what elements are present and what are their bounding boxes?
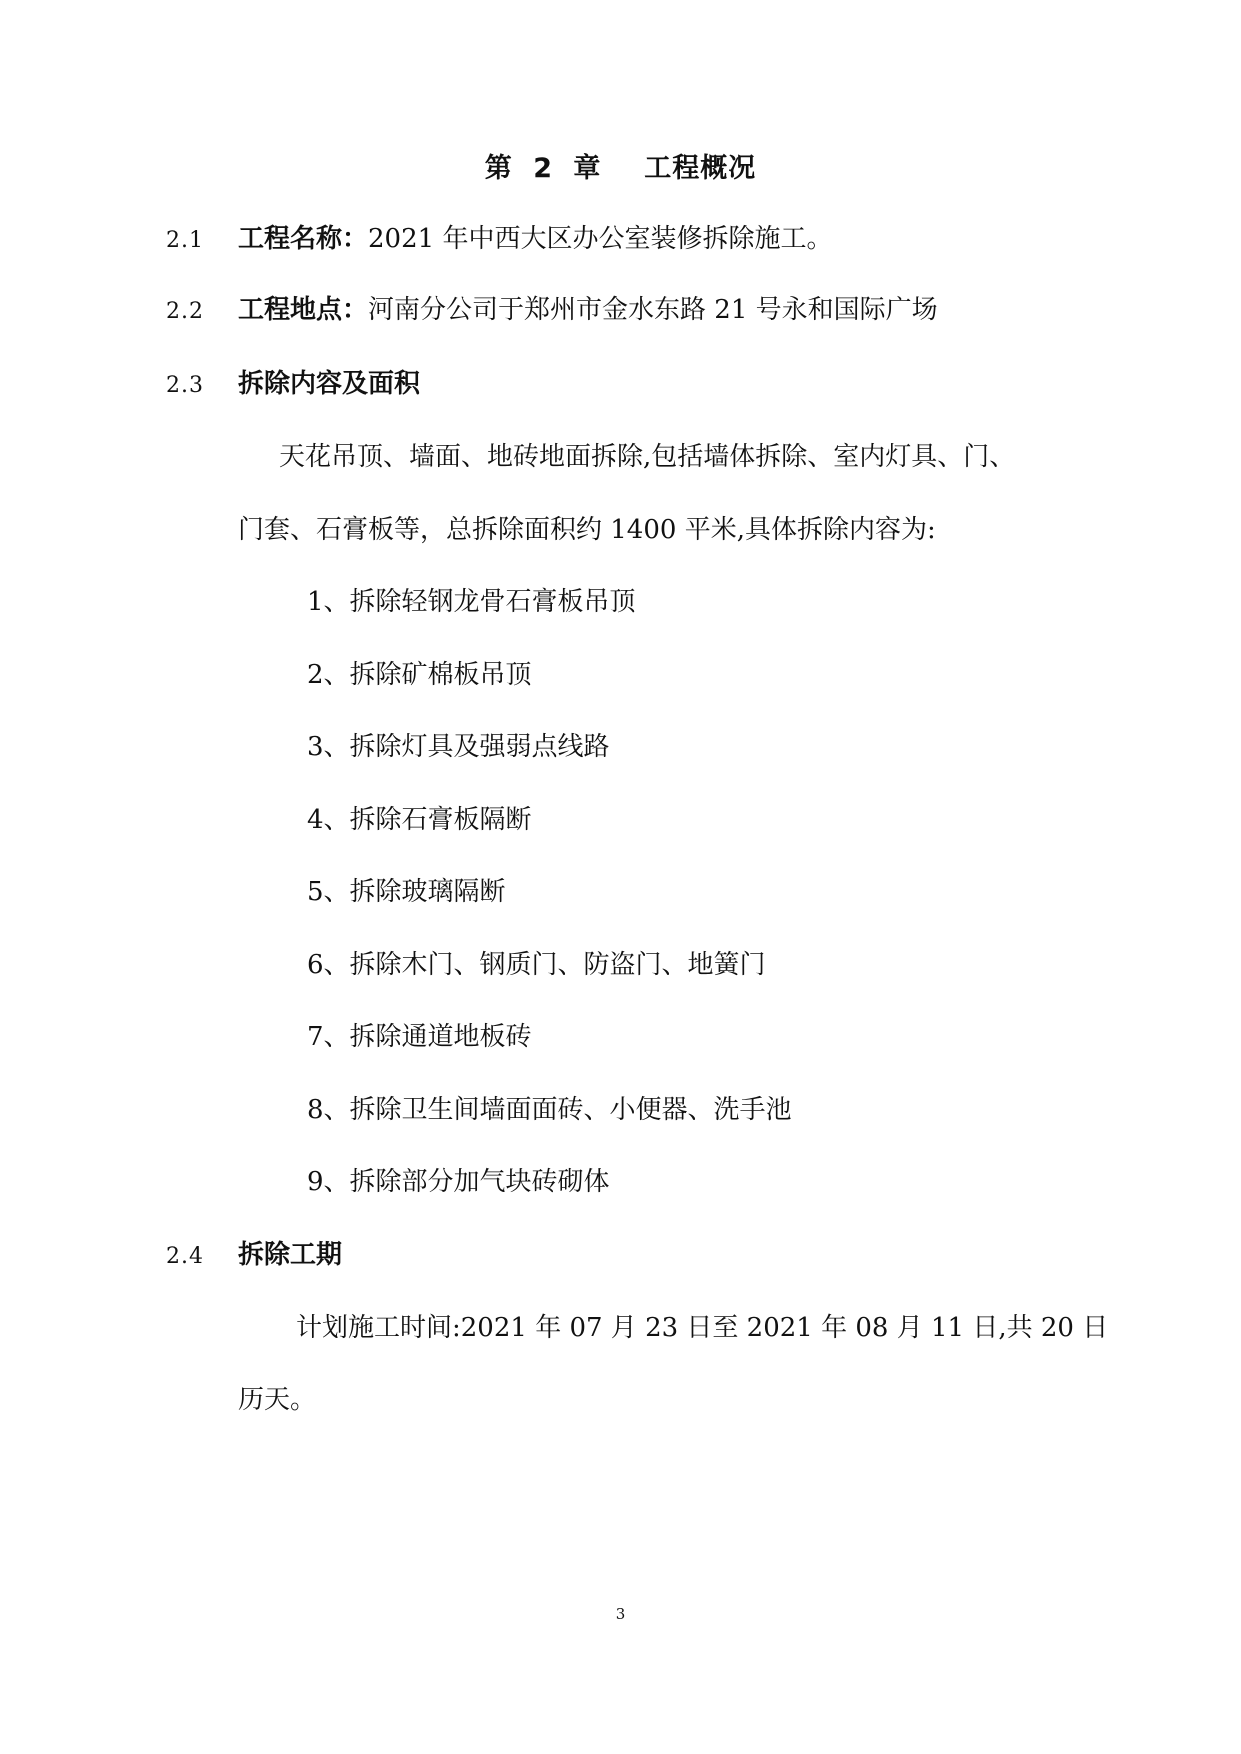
section-number: 2.2 [166, 299, 204, 324]
page-number: 3 [615, 1605, 626, 1623]
list-item: 8、拆除卫生间墙面面砖、小便器、洗手池 [307, 1095, 792, 1125]
chapter-heading: 工程概况 [644, 153, 757, 184]
section-text: 2021 年中西大区办公室装修拆除施工。 [368, 224, 833, 254]
list-item: 1、拆除轻钢龙骨石膏板吊顶 [307, 587, 636, 617]
list-item: 2、拆除矿棉板吊顶 [307, 660, 532, 690]
chapter-prefix: 第 [484, 153, 513, 184]
section-number: 2.4 [166, 1244, 204, 1269]
section-label: 拆除工期 [238, 1240, 343, 1270]
section-number: 2.3 [166, 373, 204, 398]
section-2-3 [166, 363, 420, 400]
chapter-number: 2 [533, 153, 553, 184]
scope-paragraph-line-1: 天花吊顶、墙面、地砖地面拆除,包括墙体拆除、室内灯具、门、 [279, 442, 1016, 472]
section-2-2 [166, 289, 938, 326]
list-item: 5、拆除玻璃隔断 [307, 877, 506, 907]
list-item: 6、拆除木门、钢质门、防盗门、地簧门 [307, 950, 766, 980]
scope-paragraph-line-2: 门套、石膏板等，总拆除面积约 1400 平米,具体拆除内容为: [238, 515, 936, 545]
schedule-paragraph-line-2: 历天。 [238, 1385, 317, 1415]
list-item: 4、拆除石膏板隔断 [307, 805, 532, 835]
list-item: 3、拆除灯具及强弱点线路 [307, 732, 610, 762]
section-label: 拆除内容及面积 [238, 369, 421, 399]
section-label: 工程地点： [238, 295, 369, 325]
section-label: 工程名称： [238, 224, 369, 254]
section-text: 河南分公司于郑州市金水东路 21 号永和国际广场 [368, 295, 938, 325]
chapter-title [0, 146, 1241, 185]
section-number: 2.1 [166, 228, 204, 253]
chapter-suffix: 章 [573, 153, 602, 184]
section-2-1 [166, 218, 832, 255]
schedule-paragraph-line-1: 计划施工时间:2021 年 07 月 23 日至 2021 年 08 月 11 日,共 20 日 [296, 1313, 1109, 1343]
list-item: 9、拆除部分加气块砖砌体 [307, 1167, 610, 1197]
list-item: 7、拆除通道地板砖 [307, 1022, 532, 1052]
section-2-4 [166, 1234, 342, 1271]
